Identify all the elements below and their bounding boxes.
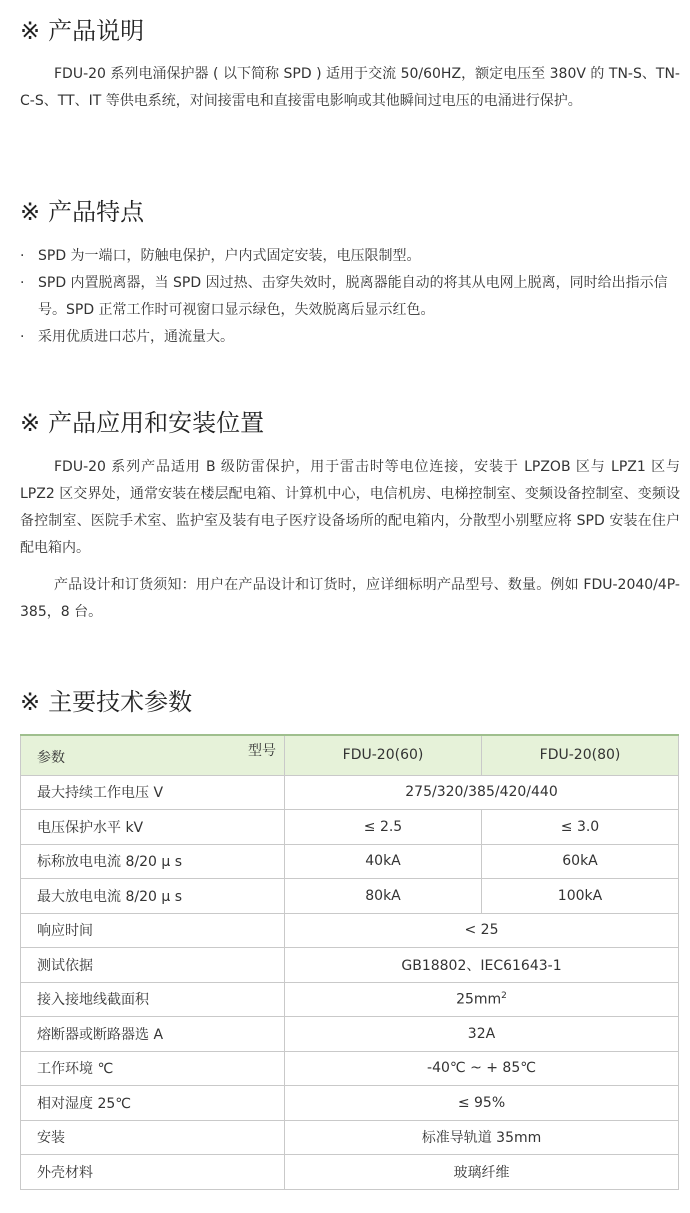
row-value: ≤ 95% [285,1086,679,1121]
row-label: 熔断器或断路器选 A [21,1017,285,1052]
reference-mark: ※ [20,17,41,45]
row-value: GB18802、IEC61643-1 [285,948,679,983]
bullet-icon: · [20,275,25,291]
list-item [20,270,680,324]
row-value: 275/320/385/420/440 [285,775,679,810]
row-value: 60kA [482,844,679,879]
row-label: 相对湿度 25℃ [21,1086,285,1121]
application-paragraph: FDU-20 系列产品适用 B 级防雷保护，用于雷击时等电位连接，安装于 LPZOB 区与 LPZ1 区与 LPZ2 区交界处，通常安装在楼层配电箱、计算机中心，电信机房、电梯控制室、变频设备控制室、变频设备控制室、医院手术室、监护室及装有电子医疗设备场所的配电箱内，分散型小别墅应将 SPD 安装在住户配电箱内。 [20,459,680,556]
section-title-specs [20,687,192,717]
row-label: 测试依据 [21,948,285,983]
table-row [21,1120,679,1155]
table-header-row [21,735,679,775]
reference-mark: ※ [20,198,41,226]
row-label: 接入接地线截面积 [21,982,285,1017]
row-value-text: 25mm [456,991,502,1008]
row-value: ≤ 2.5 [285,810,482,845]
header-model-1: FDU-20(60) [285,735,482,775]
section-title-features [20,197,144,227]
table-row [21,1017,679,1052]
list-item-text: SPD 为一端口，防触电保护，户内式固定安装，电压限制型。 [38,248,421,264]
row-value: 32A [285,1017,679,1052]
section-title-application [20,408,264,438]
header-corner-cell [21,735,285,775]
bullet-icon: · [20,329,25,345]
bullet-icon: · [20,248,25,264]
row-value: 标准导轨道 35mm [285,1120,679,1155]
table-row [21,775,679,810]
header-model-2: FDU-20(80) [482,735,679,775]
list-item-text: SPD 内置脱离器，当 SPD 因过热、击穿失效时，脱离器能自动的将其从电网上脱离，同时给出指示信号。SPD 正常工作时可视窗口显示绿色，失效脱离后显示红色。 [38,275,668,318]
row-value [285,982,679,1017]
table-row [21,879,679,914]
table-row [21,982,679,1017]
list-item-text: 采用优质进口芯片，通流量大。 [38,329,234,345]
reference-mark: ※ [20,688,41,716]
table-row [21,844,679,879]
row-value: ≤ 3.0 [482,810,679,845]
row-value: < 25 [285,913,679,948]
section-title-text: 产品应用和安装位置 [48,409,265,437]
row-value: 40kA [285,844,482,879]
row-label: 外壳材料 [21,1155,285,1190]
superscript: 2 [501,990,507,1001]
section-title-text: 主要技术参数 [48,688,193,716]
row-label: 响应时间 [21,913,285,948]
table-row [21,1086,679,1121]
list-item [20,324,680,351]
list-item [20,243,680,270]
ordering-paragraph: 产品设计和订货须知：用户在产品设计和订货时，应详细标明产品型号、数量。例如 FDU-2040/4P-385，8 台。 [20,577,680,620]
table-row [21,1155,679,1190]
row-label: 电压保护水平 kV [21,810,285,845]
table-row [21,1051,679,1086]
table-row [21,810,679,845]
row-label: 工作环境 ℃ [21,1051,285,1086]
section-title-text: 产品特点 [48,198,145,226]
row-value: 100kA [482,879,679,914]
section-title-text: 产品说明 [48,17,145,45]
row-label: 最大持续工作电压 V [21,775,285,810]
row-value: 玻璃纤维 [285,1155,679,1190]
reference-mark: ※ [20,409,41,437]
features-list [20,243,680,351]
row-value: -40℃ ~ + 85℃ [285,1051,679,1086]
section-title-description [20,16,144,46]
spec-table [20,734,679,1190]
row-value: 80kA [285,879,482,914]
row-label: 标称放电电流 8/20 μ s [21,844,285,879]
header-model-label: 型号 [248,743,276,759]
table-row [21,948,679,983]
header-param-label: 参数 [37,749,65,766]
row-label: 最大放电电流 8/20 μ s [21,879,285,914]
description-paragraph: FDU-20 系列电涌保护器 ( 以下简称 SPD ) 适用于交流 50/60HZ，额定电压至 380V 的 TN-S、TN-C-S、TT、IT 等供电系统，对间接雷电和直接雷电影响或其他瞬间过电压的电涌进行保护。 [20,66,680,109]
table-row [21,913,679,948]
row-label: 安装 [21,1120,285,1155]
